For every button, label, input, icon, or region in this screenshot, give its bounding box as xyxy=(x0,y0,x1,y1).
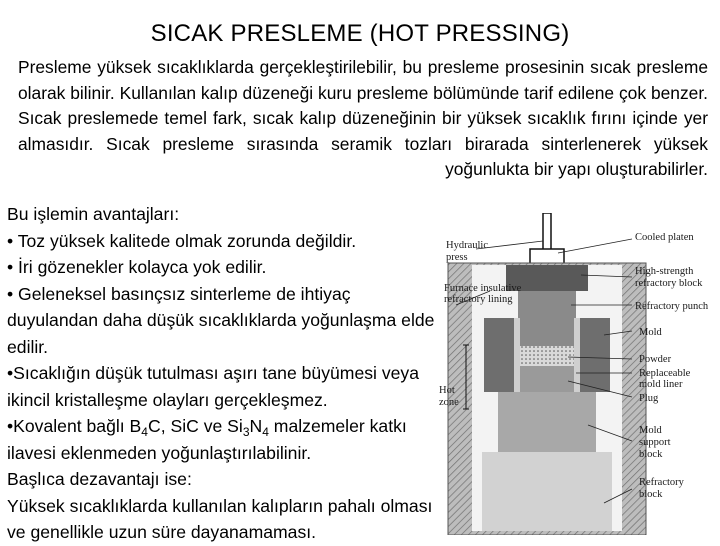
page-title: SICAK PRESLEME (HOT PRESSING) xyxy=(150,20,570,47)
punch-in-mold xyxy=(520,318,574,346)
hot-press-diagram xyxy=(436,213,716,535)
label-replaceable-liner: Replaceable mold liner xyxy=(639,368,691,390)
advantage-item: • Geleneksel basınçsız sinterleme de ihtiyaç duyulandan daha düşük sıcaklıklarda yoğunlaşma elde edilir. xyxy=(7,283,435,357)
label-powder: Powder xyxy=(639,354,672,365)
label-furnace-lining: Furnace insulative refractory lining xyxy=(444,283,522,305)
disadvantages-heading: Başlıca dezavantajı ise: xyxy=(7,469,192,489)
advantage-item: • Toz yüksek kalitede olmak zorunda değildir. xyxy=(7,230,357,251)
advantages-heading: Bu işlemin avantajları: xyxy=(7,204,180,224)
label-refractory-punch: Refractory punch xyxy=(635,301,709,312)
powder xyxy=(520,346,574,366)
label-hot-zone: Hot zone xyxy=(439,385,459,408)
label-high-strength-block: High-strength refractory block xyxy=(635,266,703,289)
plug xyxy=(520,366,574,392)
label-cooled-platen: Cooled platen xyxy=(635,232,694,243)
label-mold: Mold xyxy=(639,327,662,338)
advantage-item: • İri gözenekler kolayca yok edilir. xyxy=(7,257,267,277)
advantages-section xyxy=(7,201,437,546)
disadvantages-text: Yüksek sıcaklıklarda kullanılan kalıpların pahalı olması ve genellikle uzun süre dayanamaması. xyxy=(7,495,433,542)
label-plug: Plug xyxy=(639,393,659,404)
label-hydraulic-press: Hydraulic press xyxy=(446,240,488,263)
label-refractory-block: Refractory block xyxy=(639,477,684,500)
refractory-block xyxy=(482,452,612,531)
intro-paragraph: Presleme yüksek sıcaklıklarda gerçekleştirilebilir, bu presleme prosesinin sıcak presleme olarak bilinir. Kullanılan kalıp düzeneği kuru presleme bölümünde tarif edilene çok benzer. Sıcak preslemede temel fark, sıcak kalıp düzeneğinin bir yüksek sıcaklık fırını içinde yer almasıdır. Sıcak presleme sırasında seramik tozları birarada sinterlenerek yüksek yoğunlukta bir yapı oluşturabilirler. xyxy=(18,57,708,179)
hydraulic-rod xyxy=(543,213,551,251)
advantage-item-covalent: •Kovalent bağlı $B_4C$, SiC ve $Si_3N_4$ malzemeler katkı ilavesi eklenmeden yoğunlaştırılabilinir. xyxy=(7,416,407,463)
mold-support-block xyxy=(498,392,596,452)
label-mold-support-block: Mold support block xyxy=(639,425,671,460)
advantage-item: •Sıcaklığın düşük tutulması aşırı tane büyümesi veya ikincil kristalleşme olayları gerçekleşmez. xyxy=(7,363,419,410)
